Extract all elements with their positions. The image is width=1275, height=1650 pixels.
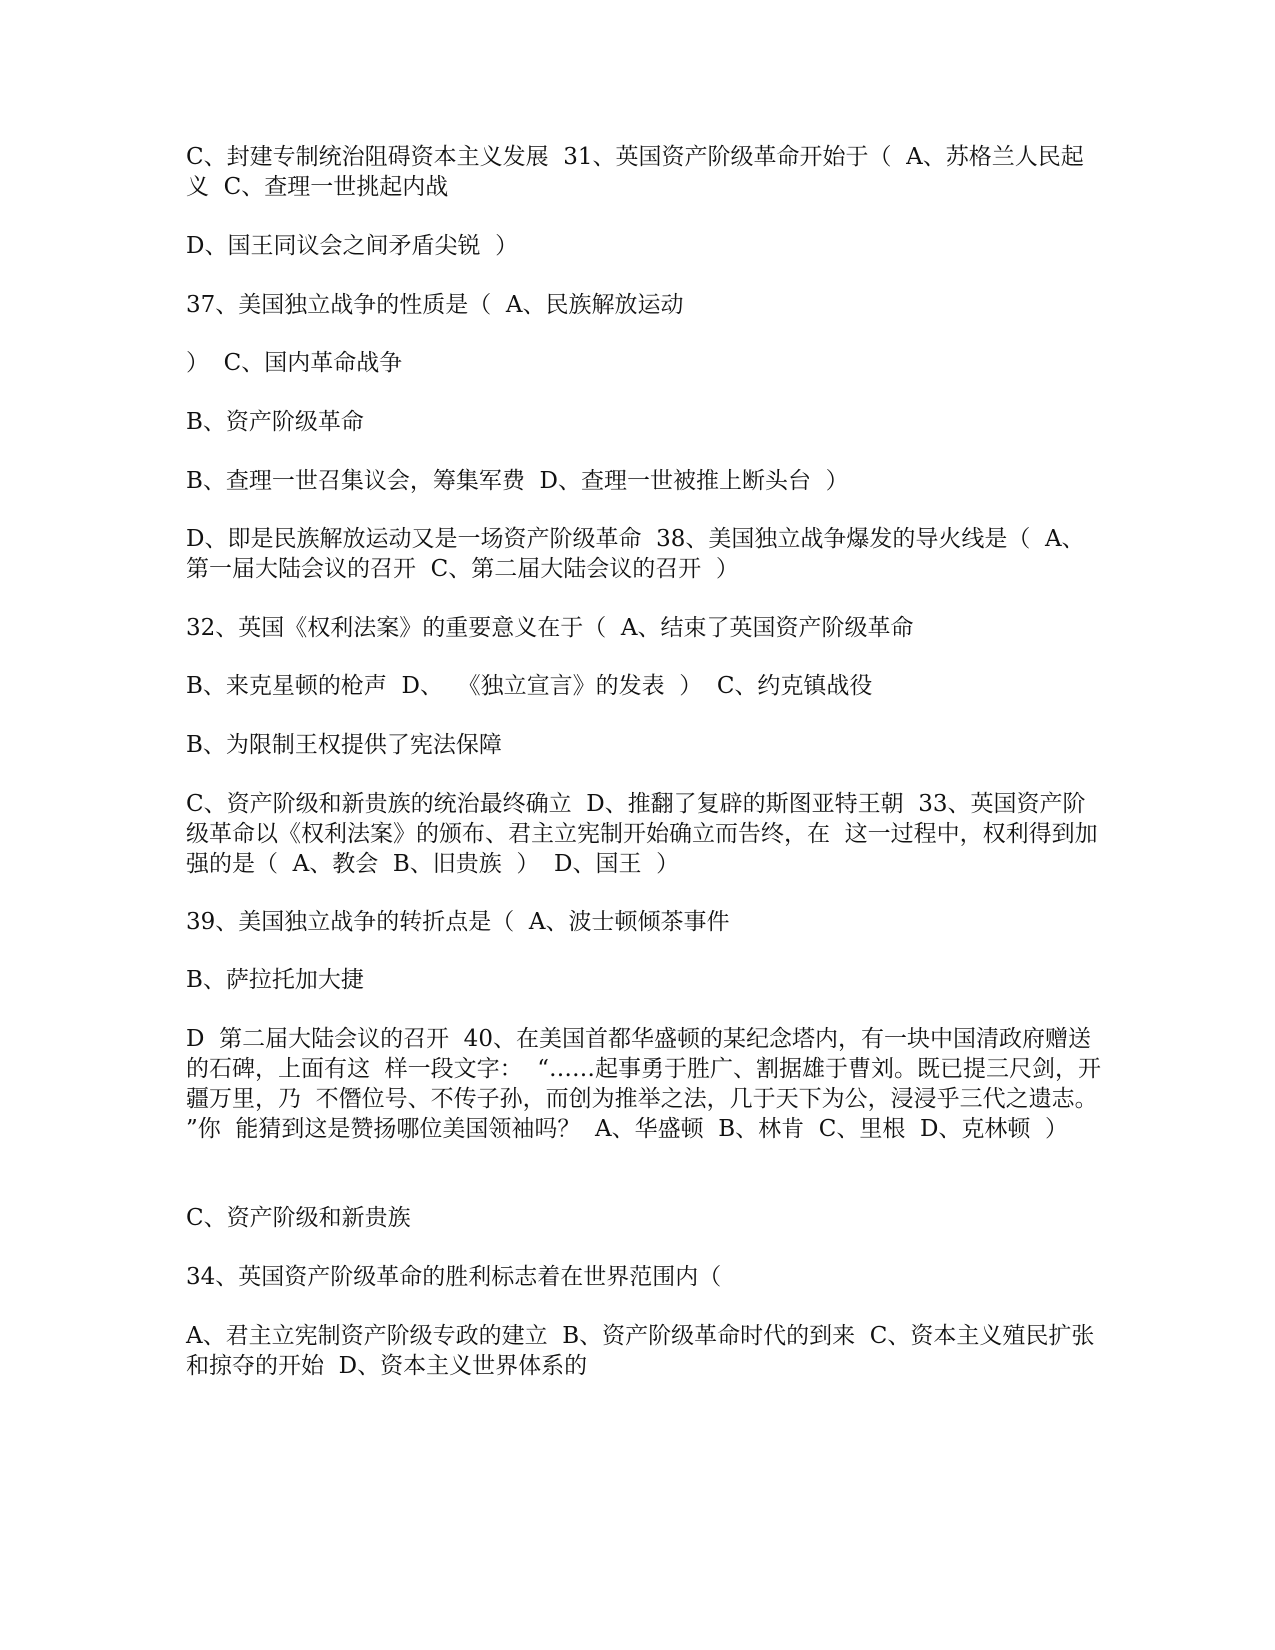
paragraph-2: D、国王同议会之间矛盾尖锐 ） — [186, 233, 519, 259]
paragraph-3: 37、美国独立战争的性质是（ A、民族解放运动 — [186, 292, 684, 318]
paragraph-7: D、即是民族解放运动又是一场资产阶级革命 38、美国独立战争爆发的导火线是（ A、第一届大陆会议的召开 C、第二届大陆会议的召开 ） — [186, 526, 1085, 582]
paragraph-13: B、萨拉托加大捷 — [186, 967, 364, 993]
paragraph-4: ） C、国内革命战争 — [186, 350, 403, 376]
paragraph-16: 34、英国资产阶级革命的胜利标志着在世界范围内（ — [186, 1264, 722, 1290]
paragraph-8: 32、英国《权利法案》的重要意义在于（ A、结束了英国资产阶级革命 — [186, 615, 914, 641]
paragraph-12: 39、美国独立战争的转折点是（ A、波士顿倾茶事件 — [186, 909, 730, 935]
paragraph-6: B、查理一世召集议会，筹集军费 D、查理一世被推上断头台 ） — [186, 468, 849, 494]
paragraph-14: D 第二届大陆会议的召开 40、在美国首都华盛顿的某纪念塔内，有一块中国清政府赠送的石碑，上面有这 样一段文字： “……起事勇于胜广、割据雄于曹刘。既已提三尺剑，开疆万里，乃 不僭位号、不传子孙，而创为推举之法，几于天下为公，浸浸乎三代之遗志。 ”你 能猜到这是赞扬哪位美国领袖吗？ A、华盛顿 B、林肯 C、里根 D、克林顿 ） — [186, 1026, 1113, 1142]
paragraph-10: B、为限制王权提供了宪法保障 — [186, 732, 502, 758]
paragraph-17: A、君主立宪制资产阶级专政的建立 B、资产阶级革命时代的到来 C、资本主义殖民扩张和掠夺的开始 D、资本主义世界体系的 — [186, 1323, 1095, 1379]
paragraph-15: C、资产阶级和新贵族 — [186, 1205, 411, 1231]
paragraph-11: C、资产阶级和新贵族的统治最终确立 D、推翻了复辟的斯图亚特王朝 33、英国资产阶级革命以《权利法案》的颁布、君主立宪制开始确立而告终，在 这一过程中，权利得到加强的是（ A、教会 B、旧贵族 ） D、国王 ） — [186, 791, 1098, 877]
paragraph-9: B、来克星顿的枪声 D、 《独立宣言》的发表 ） C、约克镇战役 — [186, 673, 873, 699]
paragraph-5: B、资产阶级革命 — [186, 409, 364, 435]
paragraph-1: C、封建专制统治阻碍资本主义发展 31、英国资产阶级革命开始于（ A、苏格兰人民起义 C、查理一世挑起内战 — [186, 144, 1084, 200]
